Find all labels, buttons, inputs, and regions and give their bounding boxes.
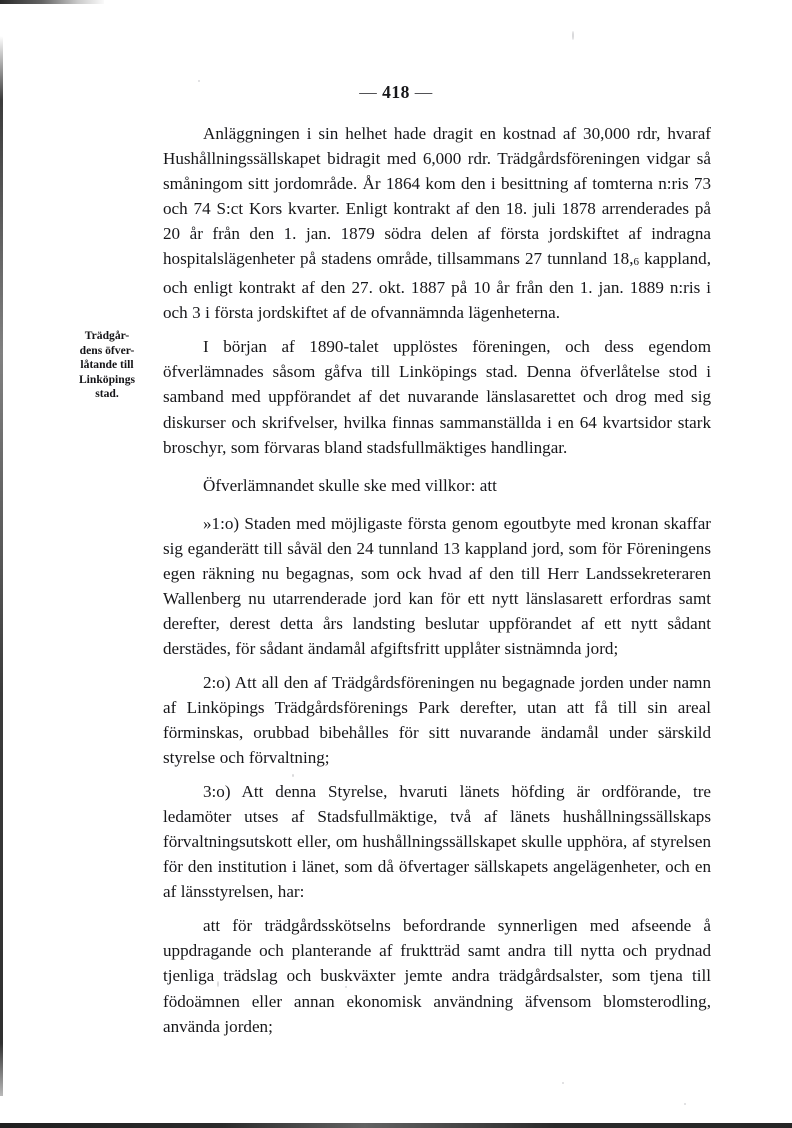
marginal-note-line: stad. [95,387,119,401]
marginal-note-line: Linköpings [78,372,136,386]
paragraph-1-text: Anläggningen i sin helhet hade dragit en kostnad af 30,000 rdr, hvaraf Hushållningssällskapet bidragit med 6,000 rdr. Trädgårdsföreningen vidgar så småningom sitt jordområde. År 1864 kom den i besittning af tomterna n:ris 73 och 74 S:ct Kors kvarter. Enligt kontrakt af den 18. juli 1878 arrenderades på 20 år från den 1. jan. 1879 södra delen af första jordskiftet af indragna hospitalslägenheter på stadens område, tillsammans 27 tunnland 18, [163,124,711,269]
scan-artifact-top-edge [0,0,104,4]
marginal-note-line: låtande till [80,358,134,372]
folio-number: 418 [382,82,410,102]
paragraph-gap [163,661,711,670]
paragraph-gap [163,770,711,779]
paragraph-6: 3:o) Att denna Styrelse, hvaruti länets höfding är ordförande, tre ledamöter utses af Stadsfullmäktige, två af länets hushållningssällskaps förvaltningsutskott eller, om hushållningssällskapet skulle upphöra, af styrelsen för den institution i länet, som då öfvertager sällskapets angelägenheter, och en af länsstyrelsen, har: [163,782,711,902]
folio-dash-right: — [414,82,433,102]
paragraph-5: 2:o) Att all den af Trädgårdsföreningen nu begagnade jorden under namn af Linköpings Trädgårdsförenings Park derefter, utan att få till sin areal förminskas, orubbad bibehålles för sitt nuvarande ändamål under särskild styrelse och förvaltning; [163,672,711,768]
paragraph-2: I början af 1890-talet upplöstes föreningen, och dess egendom öfverlämnades såsom gåfva till Linköpings stad. Denna öfverlåtelse stod i samband med uppförandet af det nuvarande länslasarettet och drog med sig diskurser och skrifvelser, hvilka finnas sammanställda i en 64 kvartsidor stark broschyr, som förvaras bland stadsfullmäktiges handlingar. [163,337,711,457]
marginal-note [55,329,159,402]
folio-dash-left: — [359,82,378,102]
body-text-column [163,121,711,1039]
scan-speck [684,1103,686,1105]
page-number-header [0,82,792,103]
paragraph-4: »1:o) Staden med möjligaste första genom egoutbyte med kronan skaffar sig eganderätt till såväl den 24 tunnland 13 kappland jord, som för Föreningens egen räkning nu begagnas, som ock hvad af den till Herr Landssekreteraren Wallenberg nu utarrenderade jord kan för ett nytt länslasarett erfordras samt derefter, derest detta års landsting beslutar uppförandet af ett nytt sådant derstädes, för sådant ändamål afgiftsfritt upplåter sistnämnda jord; [163,513,711,658]
paragraph-7: att för trädgårdsskötselns befordrande synnerligen med afseende å uppdragande och planterande af fruktträd samt andra till nytta och prydnad tjenliga trädslag och buskväxter jemte andra trädgårdsalster, som tjena till födoämnen eller annan ekonomisk användning äfvensom blomsterodling, använda jorden; [163,916,711,1036]
marginal-note-line: Trädgår- [84,329,130,342]
paragraph-1-text-cont: kappland, och enligt kontrakt af den 27. okt. 1887 på 10 år från den 1. jan. 1889 n:ris i och 3 i första jordskiftet af de ofvannämnda lägenheterna. [163,249,712,323]
paragraph-1 [163,121,711,325]
paragraph-gap [163,460,711,473]
paragraph-gap [163,498,711,511]
paragraph-gap [163,904,711,913]
scan-speck [562,1082,564,1084]
subscript-six: 6 [633,256,639,269]
scan-speck [572,31,574,40]
paragraph-3: Öfverlämnandet skulle ske med villkor: att [203,475,497,495]
paragraph-gap [163,325,711,334]
scan-artifact-left-edge [0,36,3,1096]
marginal-note-line: dens öfver- [79,343,135,357]
scan-artifact-bottom-edge [0,1123,792,1128]
